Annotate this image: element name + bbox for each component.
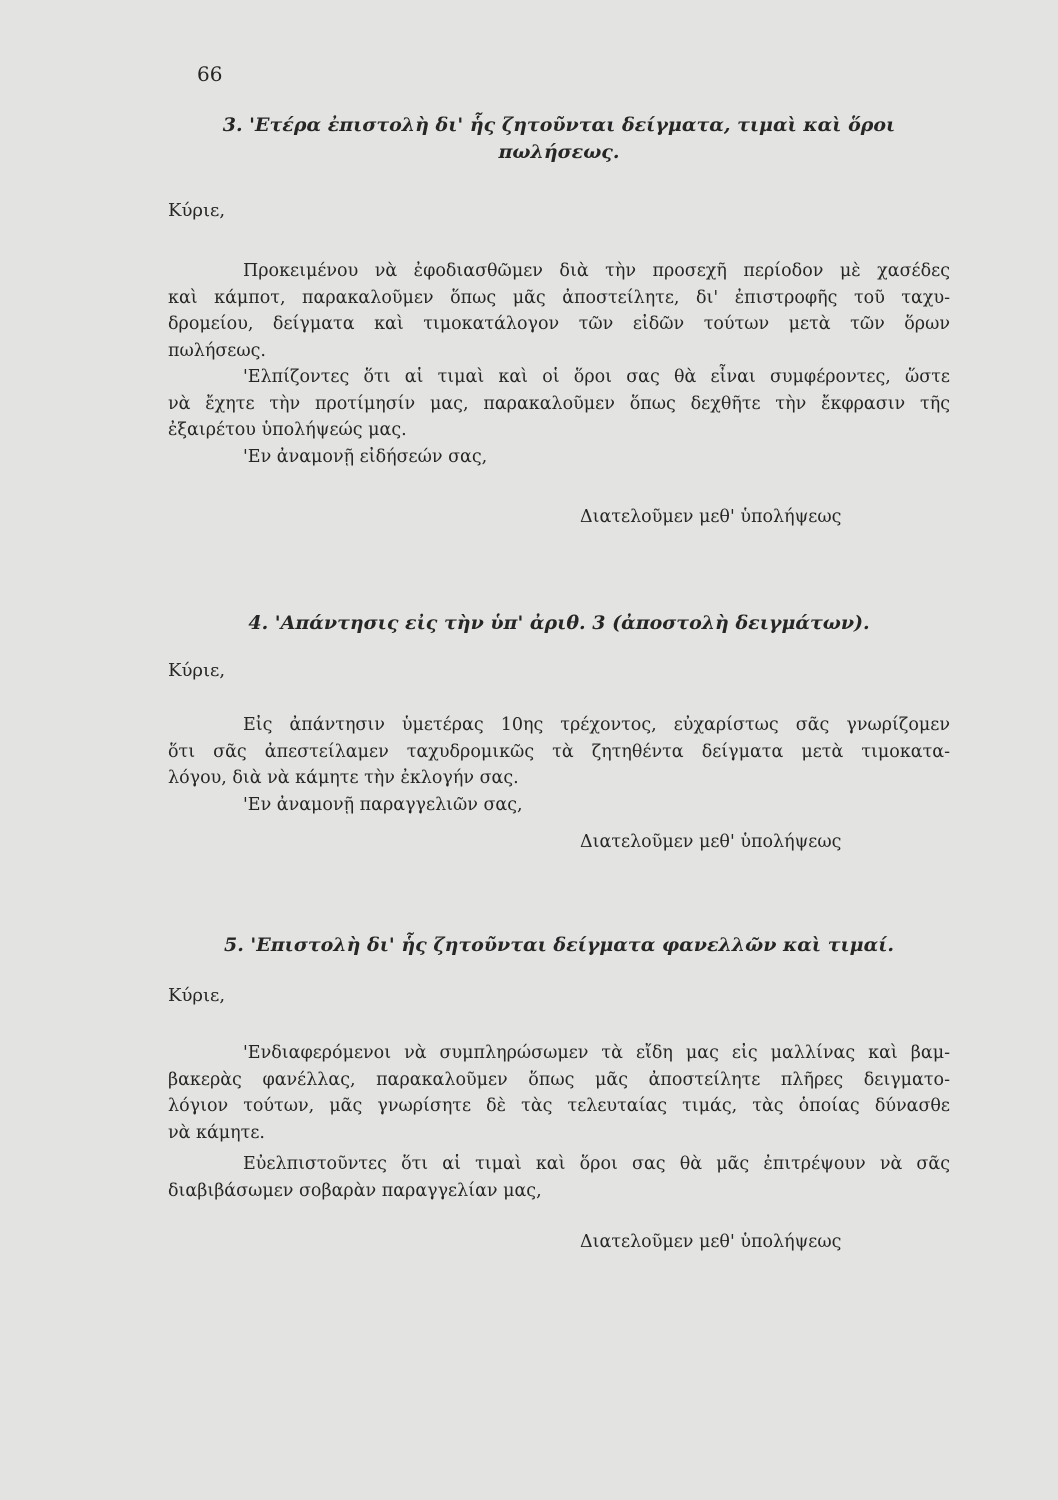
text-line: ἐξαιρέτου ὑπολήψεώς μας. xyxy=(168,420,407,440)
text-line: λόγιον τούτων, μᾶς γνωρίσητε δὲ τὰς τελευταίας τιμάς, τὰς ὁποίας δύνασθε xyxy=(168,1096,950,1116)
text-line: λόγου, διὰ νὰ κάμητε τὴν ἐκλογήν σας. xyxy=(168,768,519,788)
text-line: Προκειμένου νὰ ἐφοδιασθῶμεν διὰ τὴν προσεχῆ περίοδον μὲ χασέδες xyxy=(243,261,950,281)
text-line: 'Εν ἀναμονῇ παραγγελιῶν σας, xyxy=(243,794,523,815)
salutation: Κύριε, xyxy=(168,200,226,221)
text-line: 'Ελπίζοντες ὅτι αἱ τιμαὶ καὶ οἱ ὅροι σας θὰ εἶναι συμφέροντες, ὥστε xyxy=(243,367,950,387)
paragraph xyxy=(168,258,950,470)
text-line: 'Εν ἀναμονῇ εἰδήσεών σας, xyxy=(243,446,488,467)
closing: Διατελοῦμεν μεθ' ὑπολήψεως xyxy=(580,1232,842,1252)
text-line: νὰ κάμητε. xyxy=(168,1122,265,1143)
page-number: 66 xyxy=(197,62,223,86)
text-line: ὅτι σᾶς ἀπεστείλαμεν ταχυδρομικῶς τὰ ζητηθέντα δείγματα μετὰ τιμοκατα- xyxy=(168,741,950,762)
letter-heading xyxy=(168,932,950,959)
letter-heading xyxy=(168,610,950,637)
text-line: Εὐελπιστοῦντες ὅτι αἱ τιμαὶ καὶ ὅροι σας θὰ μᾶς ἐπιτρέψουν νὰ σᾶς xyxy=(243,1154,950,1174)
heading-line: 5. 'Επιστολὴ δι' ἧς ζητοῦνται δείγματα φανελλῶν καὶ τιμαί. xyxy=(223,934,895,956)
text-line: Εἰς ἀπάντησιν ὑμετέρας 10ης τρέχοντος, εὐχαρίστως σᾶς γνωρίζομεν xyxy=(243,715,950,735)
letter-heading xyxy=(168,112,950,166)
closing: Διατελοῦμεν μεθ' ὑπολήψεως xyxy=(580,507,842,527)
heading-line: 4. 'Απάντησις εἰς τὴν ὑπ' ἀριθ. 3 (ἀποστολὴ δειγμάτων). xyxy=(248,612,870,634)
text-line: νὰ ἔχητε τὴν προτίμησίν μας, παρακαλοῦμεν ὅπως δεχθῆτε τὴν ἔκφρασιν τῆς xyxy=(168,393,950,414)
text-line: πωλήσεως. xyxy=(168,340,266,361)
heading-line: πωλήσεως. xyxy=(498,141,620,163)
paragraph xyxy=(168,1040,950,1204)
closing: Διατελοῦμεν μεθ' ὑπολήψεως xyxy=(580,832,842,852)
text-line: βακερὰς φανέλλας, παρακαλοῦμεν ὅπως μᾶς ἀποστείλητε πλῆρες δειγματο- xyxy=(168,1069,950,1090)
text-line: δρομείου, δείγματα καὶ τιμοκατάλογον τῶν εἰδῶν τούτων μετὰ τῶν ὅρων xyxy=(168,314,950,334)
text-line: διαβιβάσωμεν σοβαρὰν παραγγελίαν μας, xyxy=(168,1180,542,1201)
heading-line: 3. 'Ετέρα ἐπιστολὴ δι' ἧς ζητοῦνται δείγματα, τιμαὶ καὶ ὅροι xyxy=(222,114,896,136)
salutation: Κύριε, xyxy=(168,985,226,1006)
paragraph xyxy=(168,712,950,818)
salutation: Κύριε, xyxy=(168,660,226,681)
text-line: καὶ κάμποτ, παρακαλοῦμεν ὅπως μᾶς ἀποστείλητε, δι' ἐπιστροφῆς τοῦ ταχυ- xyxy=(168,287,950,308)
text-line: 'Ενδιαφερόμενοι νὰ συμπληρώσωμεν τὰ εἴδη μας εἰς μαλλίνας καὶ βαμ- xyxy=(243,1043,950,1063)
